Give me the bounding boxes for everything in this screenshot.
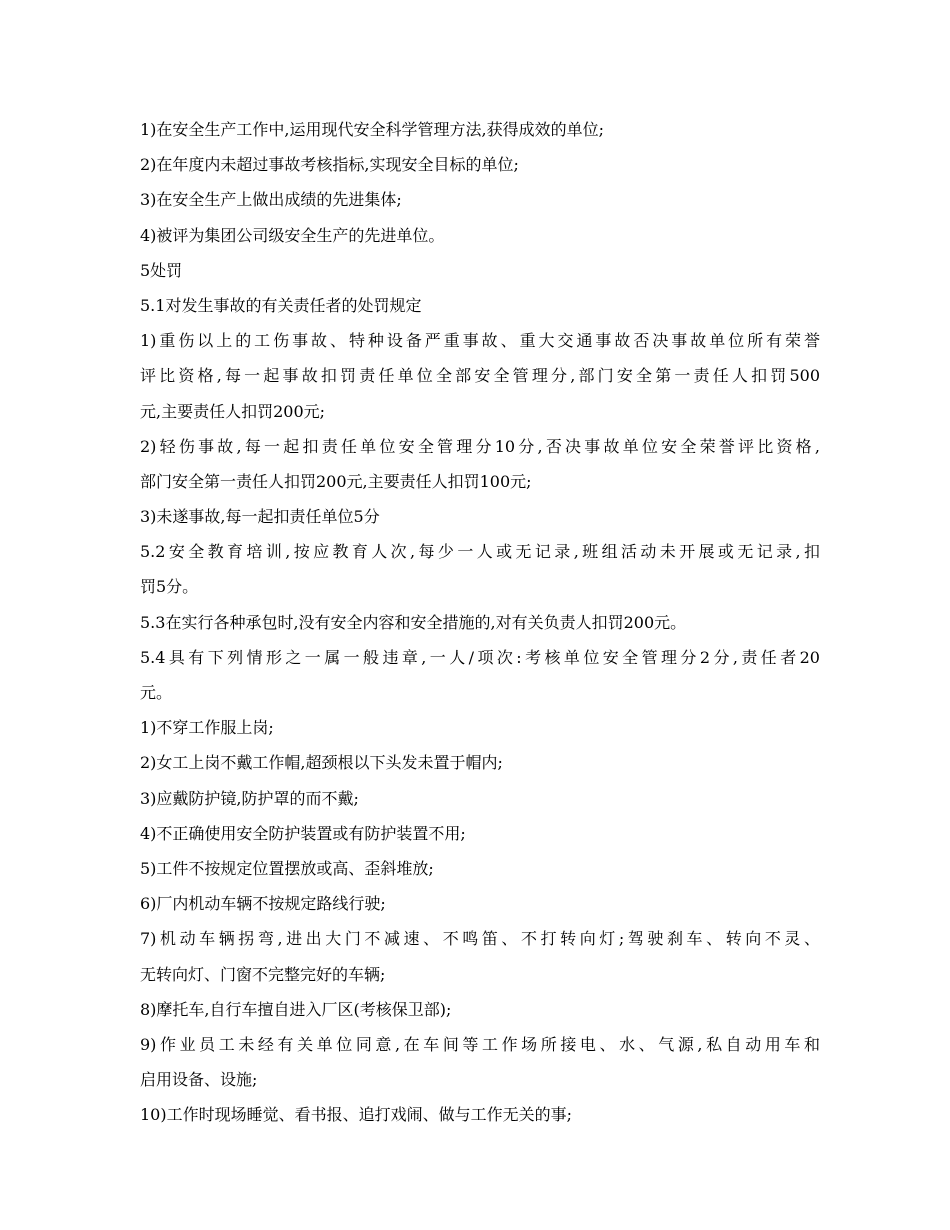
- text-line: 10)工作时现场睡觉、看书报、追打戏闹、做与工作无关的事;: [140, 1105, 572, 1125]
- text-line: 启用设备、设施;: [140, 1070, 258, 1090]
- text-line: 5)工件不按规定位置摆放或高、歪斜堆放;: [140, 858, 434, 878]
- text-line: 部门安全第一责任人扣罚200元,主要责任人扣罚100元;: [140, 471, 532, 491]
- text-line: 5.4具有下列情形之一属一般违章,一人/项次:考核单位安全管理分2分,责任者20: [140, 647, 820, 667]
- text-line: 8)摩托车,自行车擅自进入厂区(考核保卫部);: [140, 999, 452, 1019]
- text-line: 5.2安全教育培训,按应教育人次,每少一人或无记录,班组活动未开展或无记录,扣: [140, 542, 820, 562]
- text-line: 2)轻伤事故,每一起扣责任单位安全管理分10分,否决事故单位安全荣誉评比资格,: [140, 436, 820, 456]
- text-line: 9)作业员工未经有关单位同意,在车间等工作场所接电、水、气源,私自动用车和: [140, 1034, 820, 1054]
- text-line: 3)在安全生产上做出成绩的先进集体;: [140, 190, 402, 210]
- text-line: 无转向灯、门窗不完整完好的车辆;: [140, 964, 386, 984]
- text-line: 1)重伤以上的工伤事故、特种设备严重事故、重大交通事故否决事故单位所有荣誉: [140, 331, 820, 351]
- text-line: 7)机动车辆拐弯,进出大门不减速、不鸣笛、不打转向灯;驾驶刹车、转向不灵、: [140, 929, 820, 949]
- text-line: 2)女工上岗不戴工作帽,超颈根以下头发未置于帽内;: [140, 753, 503, 773]
- text-line: 5.3在实行各种承包时,没有安全内容和安全措施的,对有关负责人扣罚200元。: [140, 612, 687, 632]
- text-line: 4)不正确使用安全防护装置或有防护装置不用;: [140, 823, 466, 843]
- document-page: [140, 112, 820, 1132]
- text-line: 3)未遂事故,每一起扣责任单位5分: [140, 507, 380, 527]
- text-line: 3)应戴防护镜,防护罩的而不戴;: [140, 788, 359, 808]
- text-line: 元,主要责任人扣罚200元;: [140, 401, 326, 421]
- text-line: 2)在年度内未超过事故考核指标,实现安全目标的单位;: [140, 155, 519, 175]
- text-line: 4)被评为集团公司级安全生产的先进单位。: [140, 225, 445, 245]
- text-line: 1)不穿工作服上岗;: [140, 718, 274, 738]
- text-line: 6)厂内机动车辆不按规定路线行驶;: [140, 894, 386, 914]
- subsection-heading: 5.1对发生事故的有关责任者的处罚规定: [140, 295, 422, 315]
- section-heading: 5处罚: [140, 260, 183, 280]
- text-line: 罚5分。: [140, 577, 199, 597]
- text-line: 1)在安全生产工作中,运用现代安全科学管理方法,获得成效的单位;: [140, 120, 604, 139]
- text-line: 评比资格,每一起事故扣罚责任单位全部安全管理分,部门安全第一责任人扣罚500: [140, 366, 820, 386]
- text-line: 元。: [140, 683, 173, 702]
